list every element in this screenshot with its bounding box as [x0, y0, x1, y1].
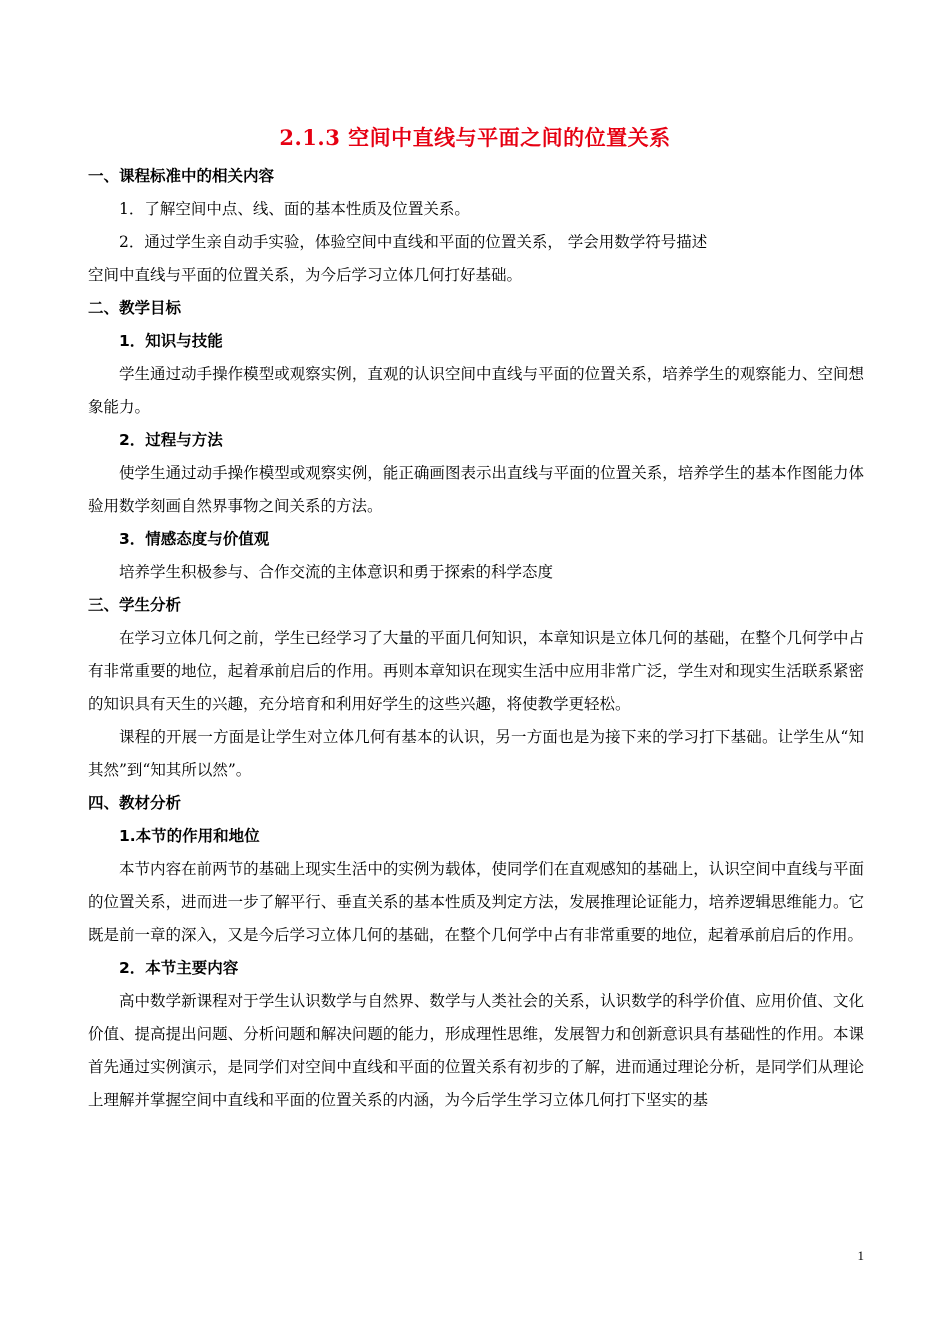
- paragraph: 在学习立体几何之前，学生已经学习了大量的平面几何知识，本章知识是立体几何的基础，在整个几何学中占有非常重要的地位，起着承前启后的作用。再则本章知识在现实生活中应用非常广泛，学生对和现实生活联系紧密的知识具有天生的兴趣，充分培育和利用好学生的这些兴趣，将使教学更轻松。: [88, 629, 864, 713]
- subheading-attitude: 3．情感态度与价值观: [119, 530, 270, 548]
- document-body: [88, 160, 864, 1117]
- document-title: 2.1.3 空间中直线与平面之间的位置关系: [279, 125, 671, 150]
- paragraph: 学生通过动手操作模型或观察实例，直观的认识空间中直线与平面的位置关系，培养学生的观察能力、空间想象能力。: [88, 365, 864, 416]
- subheading-process: 2．过程与方法: [119, 431, 223, 449]
- paragraph: 高中数学新课程对于学生认识数学与自然界、数学与人类社会的关系，认识数学的科学价值、应用价值、文化价值、提高提出问题、分析问题和解决问题的能力，形成理性思维，发展智力和创新意识具有基础性的作用。本课首先通过实例演示，是同学们对空间中直线和平面的位置关系有初步的了解，进而通过理论分析，是同学们从理论上理解并掌握空间中直线和平面的位置关系的内涵，为今后学生学习立体几何打下坚实的基: [88, 992, 864, 1109]
- paragraph: 1．了解空间中点、线、面的基本性质及位置关系。: [119, 200, 470, 218]
- section-heading-material-analysis: 四、教材分析: [88, 794, 182, 812]
- paragraph-continuation: 空间中直线与平面的位置关系，为今后学习立体几何打好基础。: [88, 266, 523, 284]
- paragraph: 培养学生积极参与、合作交流的主体意识和勇于探索的科学态度: [119, 563, 554, 581]
- page-number: 1: [857, 1248, 864, 1263]
- section-heading-objectives: 二、教学目标: [88, 299, 182, 317]
- paragraph: 本节内容在前两节的基础上现实生活中的实例为载体，使同学们在直观感知的基础上，认识空间中直线与平面的位置关系，进而进一步了解平行、垂直关系的基本性质及判定方法，发展推理论证能力，培养逻辑思维能力。它既是前一章的深入，又是今后学习立体几何的基础，在整个几何学中占有非常重要的地位，起着承前启后的作用。: [88, 860, 864, 944]
- paragraph: 课程的开展一方面是让学生对立体几何有基本的认识，另一方面也是为接下来的学习打下基础。让学生从“知其然”到“知其所以然”。: [88, 728, 864, 779]
- section-heading-curriculum: 一、课程标准中的相关内容: [88, 167, 275, 185]
- subheading-main-content: 2．本节主要内容: [119, 959, 239, 977]
- subheading-knowledge: 1．知识与技能: [119, 332, 223, 350]
- paragraph: 2．通过学生亲自动手实验，体验空间中直线和平面的位置关系， 学会用数学符号描述: [119, 233, 708, 251]
- paragraph: 使学生通过动手操作模型或观察实例，能正确画图表示出直线与平面的位置关系，培养学生的基本作图能力体验用数学刻画自然界事物之间关系的方法。: [88, 464, 864, 515]
- section-heading-student-analysis: 三、学生分析: [88, 596, 182, 614]
- subheading-role: 1.本节的作用和地位: [119, 827, 260, 845]
